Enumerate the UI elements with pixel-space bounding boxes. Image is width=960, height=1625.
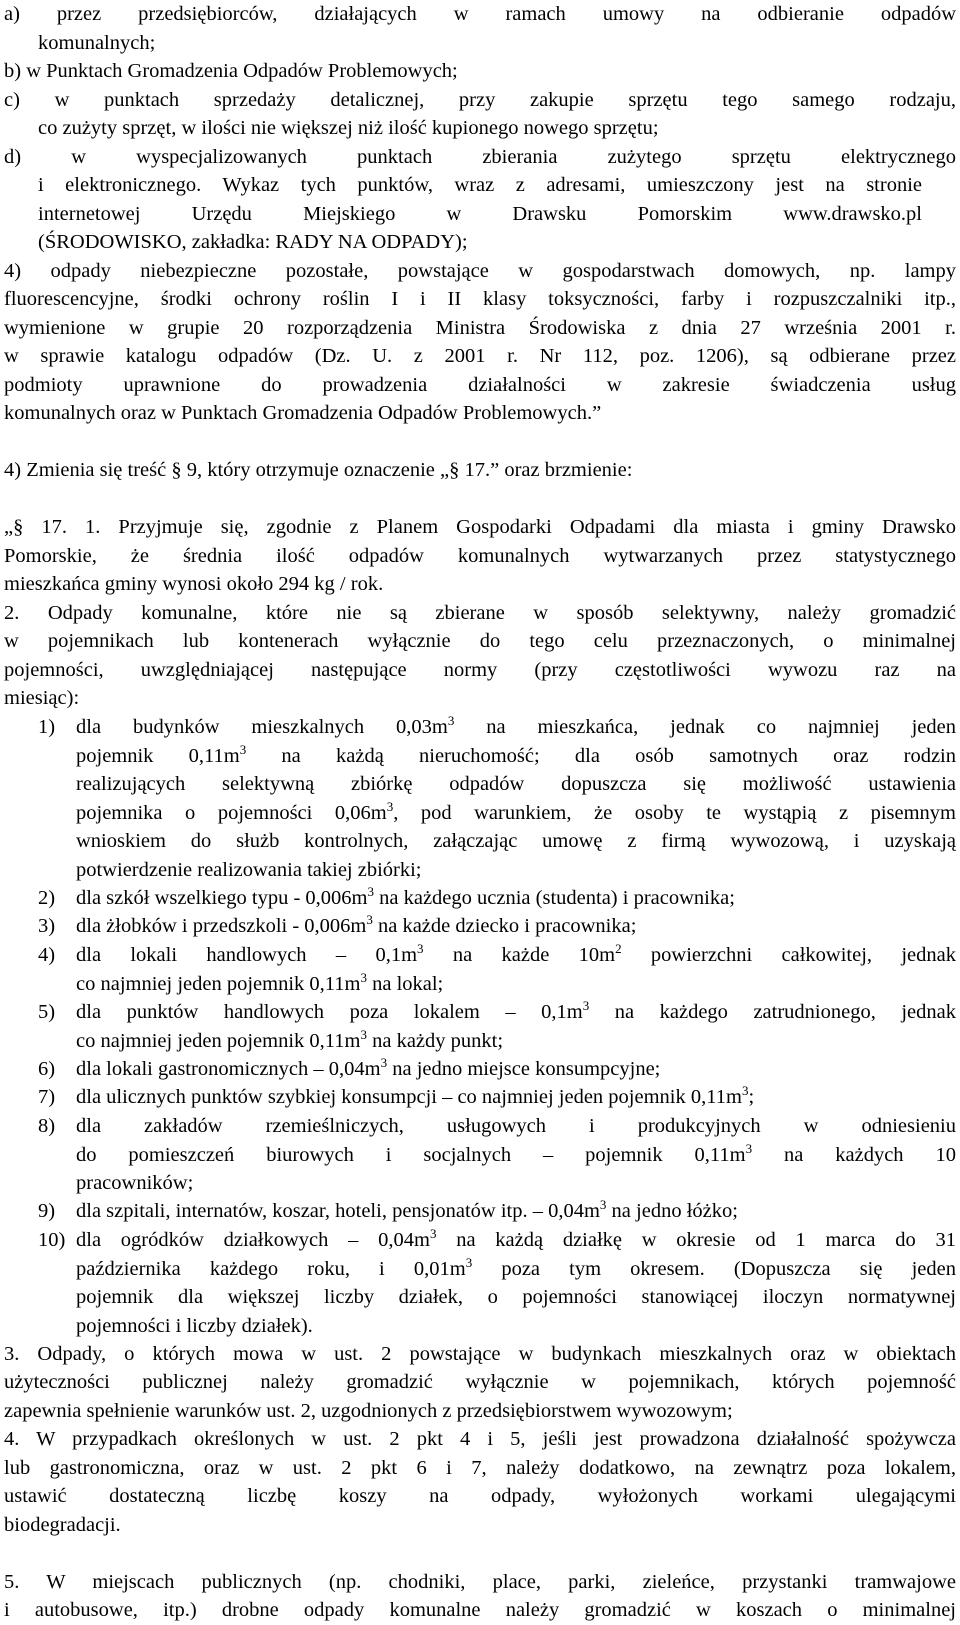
text-line: komunalnych oraz w Punktach Gromadzenia Odpadów Problemowych.” xyxy=(4,402,602,424)
list-item-line: do pomieszczeń biurowych i socjalnych – pojemnik $0,11m^3$ na każdych 10 xyxy=(76,1140,956,1166)
list-item-line: dla żłobków i przedszkoli - $0,006m^3$ na każde dziecko i pracownika; xyxy=(76,912,637,937)
text-line: w pojemnikach lub kontenerach wyłącznie do tego celu przeznaczonych, o minimalnej xyxy=(4,630,956,652)
text-line: zapewnia spełnienie warunków ust. 2, uzgodnionych z przedsiębiorstwem wywozowym; xyxy=(4,1400,733,1422)
list-item-line: dla punktów handlowych poza lokalem – $0,1m^3$ na każdego zatrudnionego, jednak xyxy=(76,998,956,1023)
list-item-line: dla lokali handlowych – $0,1m^3$ na każde $10m^2$ powierzchni całkowitej, jednak xyxy=(76,941,956,966)
text-line: c) w punktach sprzedaży detalicznej, przy zakupie sprzętu tego samego rodzaju, xyxy=(4,89,956,111)
list-item-number: 10) xyxy=(38,1229,66,1251)
text-line: ustawić dostateczną liczbę koszy na odpady, wyłożonych workami ulegającymi xyxy=(4,1485,956,1507)
text-line: 4. W przypadkach określonych w ust. 2 pkt 4 i 5, jeśli jest prowadzona działalność spożywcza xyxy=(4,1428,956,1450)
list-item-number: 2) xyxy=(38,887,56,909)
list-item-line: pojemnik $0,11m^3$ na każdą nieruchomość; dla osób samotnych oraz rodzin xyxy=(76,741,956,767)
text-line: użyteczności publicznej należy gromadzić wyłącznie w pojemnikach, których pojemność xyxy=(4,1371,956,1393)
text-line: b) w Punktach Gromadzenia Odpadów Problemowych; xyxy=(4,60,458,82)
text-line: Pomorskie, że średnia ilość odpadów komunalnych wytwarzanych przez statystycznego xyxy=(4,545,956,567)
text-line: co zużyty sprzęt, w ilości nie większej niż ilość kupionego nowego sprzętu; xyxy=(38,117,659,139)
list-item-line: dla ulicznych punktów szybkiej konsumpcji – co najmniej jeden pojemnik $0,11m^3$; xyxy=(76,1083,755,1108)
text-line: i elektronicznego. Wykaz tych punktów, wraz z adresami, umieszczony jest na stronie xyxy=(38,174,922,196)
text-line: miesiąc): xyxy=(4,687,80,709)
text-line: internetowej Urzędu Miejskiego w Drawsku Pomorskim www.drawsko.pl xyxy=(38,203,922,225)
text-line: „§ 17. 1. Przyjmuje się, zgodnie z Planem Gospodarki Odpadami dla miasta i gminy Drawsko xyxy=(4,516,956,538)
text-line: lub gastronomiczna, oraz w ust. 2 pkt 6 i 7, należy dodatkowo, na zewnątrz poza lokalem, xyxy=(4,1457,956,1479)
list-item-line: dla ogródków działkowych – $0,04m^3$ na każdą działkę w okresie od 1 marca do 31 xyxy=(76,1226,956,1251)
text-line: podmioty uprawnione do prowadzenia działalności w zakresie świadczenia usług xyxy=(4,374,956,396)
list-item-line: co najmniej jeden pojemnik $0,11m^3$ na każdy punkt; xyxy=(76,1026,504,1052)
text-line: a) przez przedsiębiorców, działających w ramach umowy na odbieranie odpadów xyxy=(4,3,956,25)
list-item-line: wnioskiem do służb kontrolnych, załączając umowę z firmą wywozową, i uzyskają xyxy=(76,830,956,852)
text-line: biodegradacji. xyxy=(4,1514,121,1536)
list-item-line: realizujących selektywną zbiórkę odpadów dopuszcza się możliwość ustawienia xyxy=(76,773,956,795)
text-line: 5. W miejscach publicznych (np. chodniki, place, parki, zieleńce, przystanki tramwajowe xyxy=(4,1571,956,1593)
list-item-number: 7) xyxy=(38,1086,56,1108)
text-line: 3. Odpady, o których mowa w ust. 2 powstające w budynkach mieszkalnych oraz w obiektach xyxy=(4,1343,956,1365)
list-item-line: potwierdzenie realizowania takiej zbiórki; xyxy=(76,858,422,881)
text-line: i autobusowe, itp.) drobne odpady komunalne należy gromadzić w koszach o minimalnej xyxy=(4,1599,956,1621)
list-item-number: 9) xyxy=(38,1200,56,1222)
list-item-line: dla zakładów rzemieślniczych, usługowych i produkcyjnych w odniesieniu xyxy=(76,1115,956,1137)
text-line: fluorescencyjne, środki ochrony roślin I i II klasy toksyczności, farby i rozpuszczalniki itp., xyxy=(4,288,956,310)
text-line: 2. Odpady komunalne, które nie są zbierane w sposób selektywny, należy gromadzić xyxy=(4,602,956,624)
text-line: komunalnych; xyxy=(38,32,156,54)
text-line: pojemności, uwzględniającej następujące normy (przy częstotliwości wywozu raz na xyxy=(4,659,956,681)
list-item-line: pojemnik dla większej liczby działek, o pojemności stanowiącej iloczyn normatywnej xyxy=(76,1286,956,1308)
list-item-number: 6) xyxy=(38,1058,56,1080)
text-line: wymienione w grupie 20 rozporządzenia Ministra Środowiska z dnia 27 września 2001 r. xyxy=(4,317,956,339)
list-item-line: pojemnika o pojemności $0,06m^3$, pod warunkiem, że osoby te wystąpią z pisemnym xyxy=(76,798,956,824)
list-item-line: dla lokali gastronomicznych – $0,04m^3$ na jedno miejsce konsumpcyjne; xyxy=(76,1055,661,1080)
list-item-line: pojemności i liczby działek). xyxy=(76,1314,313,1337)
list-item-number: 5) xyxy=(38,1001,56,1023)
text-line: w sprawie katalogu odpadów (Dz. U. z 2001 r. Nr 112, poz. 1206), są odbierane przez xyxy=(4,345,956,367)
list-item-number: 1) xyxy=(38,716,56,738)
list-item-number: 3) xyxy=(38,915,56,937)
text-line: d) w wyspecjalizowanych punktach zbierania zużytego sprzętu elektrycznego xyxy=(4,146,956,168)
text-line: (ŚRODOWISKO, zakładka: RADY NA ODPADY); xyxy=(38,231,468,253)
list-item-line: dla szpitali, internatów, koszar, hoteli, pensjonatów itp. – $0,04m^3$ na jedno łóżko; xyxy=(76,1197,738,1222)
text-line: 4) Zmienia się treść § 9, który otrzymuje oznaczenie „§ 17.” oraz brzmienie: xyxy=(4,459,633,481)
text-line: 4) odpady niebezpieczne pozostałe, powstające w gospodarstwach domowych, np. lampy xyxy=(4,260,956,282)
list-item-line: co najmniej jeden pojemnik $0,11m^3$ na lokal; xyxy=(76,969,444,995)
list-item-number: 4) xyxy=(38,944,56,966)
list-item-line: października każdego roku, i $0,01m^3$ poza tym okresem. (Dopuszcza się jeden xyxy=(76,1254,956,1280)
list-item-line: dla szkół wszelkiego typu - $0,006m^3$ na każdego ucznia (studenta) i pracownika; xyxy=(76,884,735,909)
list-item-number: 8) xyxy=(38,1115,56,1137)
list-item-line: dla budynków mieszkalnych $0,03m^3$ na mieszkańca, jednak co najmniej jeden xyxy=(76,713,956,738)
text-line: mieszkańca gminy wynosi około 294 kg / rok. xyxy=(4,573,384,595)
list-item-line: pracowników; xyxy=(76,1172,194,1194)
